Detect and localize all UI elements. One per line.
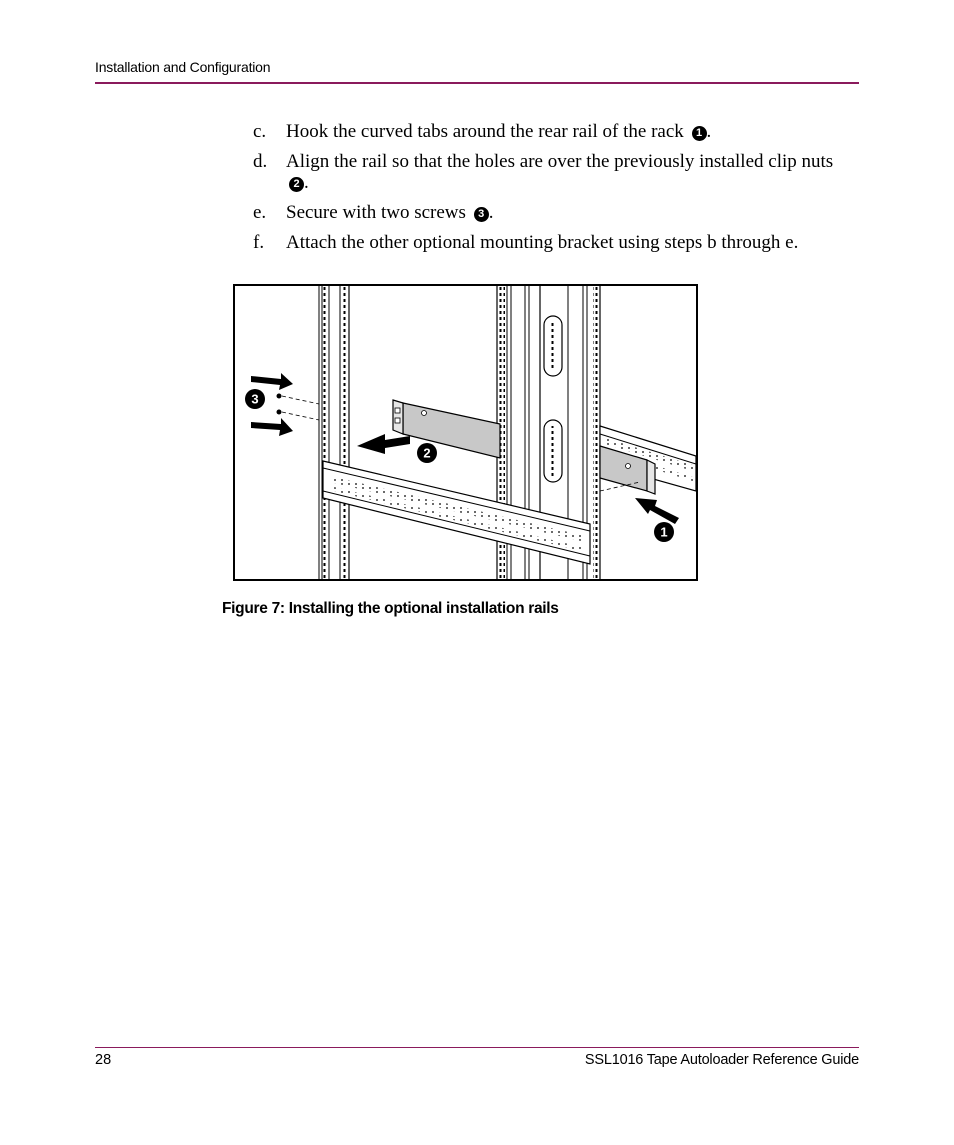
header-rule: [95, 82, 859, 84]
callout-marker-2: 2: [289, 177, 304, 192]
step-letter: f.: [253, 232, 265, 253]
step-text: Hook the curved tabs around the rear rail of the rack: [286, 121, 684, 142]
arrow-bracket-left: [357, 434, 410, 454]
step-suffix: .: [304, 172, 309, 193]
callout-2: [417, 443, 437, 463]
mounting-bracket: [393, 400, 500, 458]
screws: [277, 394, 320, 421]
page-number: 28: [95, 1052, 112, 1068]
step-letter: e.: [253, 202, 267, 223]
arrow-screws-upper: [251, 373, 293, 390]
step-text: Align the rail so that the holes are over the previously installed clip nuts: [286, 151, 834, 172]
step-letter: d.: [253, 151, 268, 172]
arrow-rear-bracket: [635, 498, 679, 524]
footer-rule: [95, 1047, 859, 1048]
callout-1-label: 1: [660, 524, 668, 540]
document-title: SSL1016 Tape Autoloader Reference Guide: [584, 1052, 859, 1068]
arrow-screws-lower: [251, 418, 293, 436]
rail-installation-figure: [233, 284, 698, 581]
rack-rail-illustration: [235, 286, 696, 579]
step-suffix: .: [488, 202, 494, 223]
step-e: [253, 202, 853, 223]
step-d: [253, 151, 853, 193]
step-f: [253, 232, 853, 253]
callout-marker-1: 1: [692, 126, 707, 141]
step-letter: c.: [253, 121, 267, 142]
procedure-steps: [253, 121, 853, 262]
step-text: Secure with two screws: [286, 202, 466, 223]
horizontal-rack-rail: [323, 461, 590, 564]
step-c: [253, 121, 853, 142]
callout-3-label: 3: [251, 391, 259, 407]
step-suffix: .: [706, 121, 712, 142]
callout-2-label: 2: [423, 445, 431, 461]
running-header: Installation and Configuration: [95, 59, 271, 75]
step-text: Attach the other optional mounting bracket using steps b through e.: [286, 232, 799, 253]
callout-marker-3: 3: [474, 207, 489, 222]
callout-3: [245, 389, 265, 409]
left-rack-upright: [319, 286, 349, 579]
callout-1: [654, 522, 674, 542]
figure-caption: Figure 7: Installing the optional installation rails: [222, 600, 559, 617]
